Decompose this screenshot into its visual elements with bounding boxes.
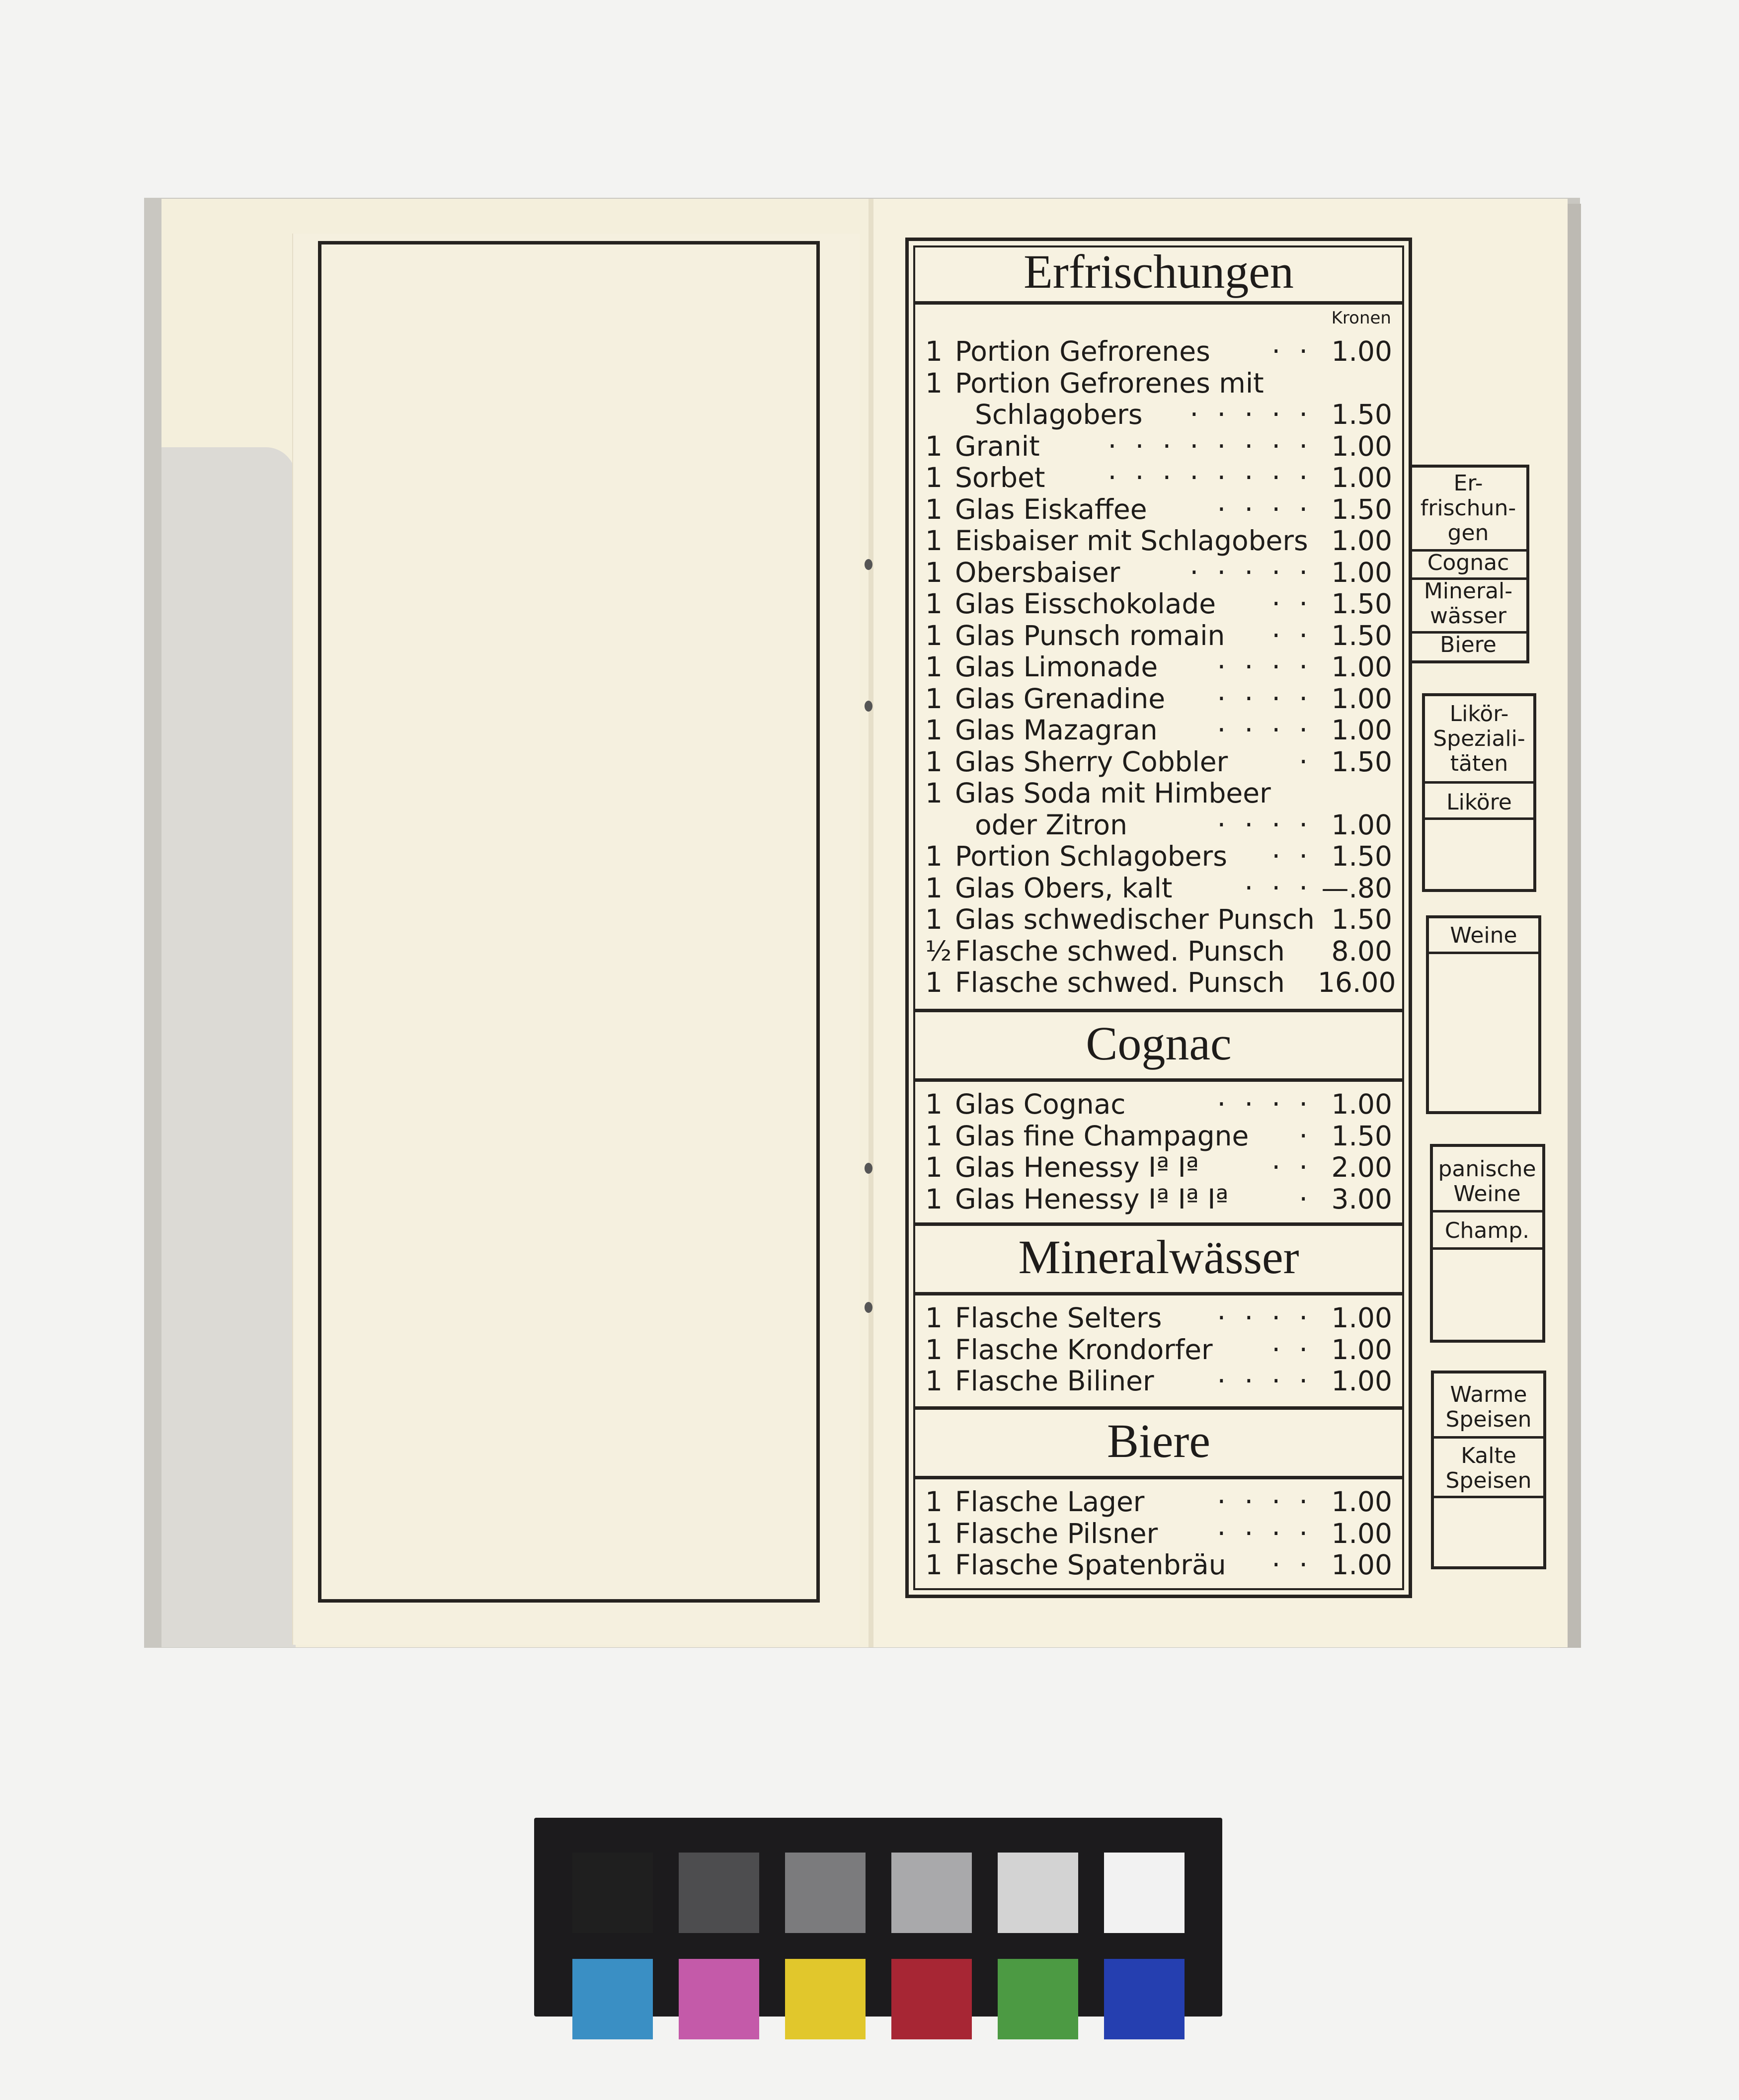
tab-divider bbox=[1424, 781, 1534, 784]
left-flap-cutout bbox=[161, 447, 296, 1647]
section-title-cognac: Cognac bbox=[1086, 1017, 1232, 1070]
item-price: 1.00 bbox=[1331, 1365, 1392, 1397]
tab-label: gen bbox=[1447, 520, 1489, 546]
menu-item bbox=[925, 714, 1392, 746]
item-quantity: 1 bbox=[925, 872, 943, 904]
item-quantity: 1 bbox=[925, 777, 943, 809]
item-price: 1.50 bbox=[1331, 1120, 1392, 1152]
menu-item bbox=[925, 1302, 1392, 1334]
tab-label: Speisen bbox=[1445, 1407, 1532, 1432]
item-quantity: 1 bbox=[925, 1517, 943, 1549]
item-price: 1.00 bbox=[1331, 651, 1392, 683]
item-price: 1.50 bbox=[1331, 493, 1392, 525]
item-name: Portion Gefrorenes bbox=[955, 335, 1210, 367]
item-price: 2.00 bbox=[1331, 1151, 1392, 1183]
item-quantity: 1 bbox=[925, 1333, 943, 1366]
item-price: 1.00 bbox=[1331, 430, 1392, 462]
item-price: 1.00 bbox=[1331, 682, 1392, 715]
item-price: 1.00 bbox=[1331, 335, 1392, 367]
tab-divider bbox=[1424, 817, 1534, 820]
leader-dots: · · · · bbox=[1217, 493, 1313, 525]
menu-item bbox=[925, 903, 1392, 935]
item-price: 1.00 bbox=[1331, 1517, 1392, 1549]
leader-dots: · · · · bbox=[1217, 714, 1313, 746]
leader-dots: · · bbox=[1271, 840, 1313, 872]
tab-label: wässer bbox=[1430, 603, 1506, 629]
leader-dots: · · · · · · · · bbox=[1107, 462, 1313, 493]
leader-dots: · · · bbox=[1244, 872, 1313, 904]
color-patch bbox=[891, 1959, 972, 2039]
item-quantity: 1 bbox=[925, 1151, 943, 1183]
section-title-mineralwaesser: Mineralwässer bbox=[1018, 1230, 1299, 1284]
item-quantity: 1 bbox=[925, 714, 943, 746]
item-quantity: 1 bbox=[925, 903, 943, 935]
leader-dots: · · bbox=[1271, 588, 1313, 620]
item-price: 1.50 bbox=[1331, 619, 1392, 651]
tab-label: Likör- bbox=[1449, 701, 1509, 727]
item-quantity: 1 bbox=[925, 840, 943, 872]
item-name: Glas Punsch romain bbox=[955, 619, 1225, 651]
menu-item bbox=[925, 430, 1392, 462]
page-gutter bbox=[869, 199, 873, 1647]
leader-dots: · · · · bbox=[1217, 682, 1313, 715]
item-price: 1.50 bbox=[1331, 588, 1392, 620]
menu-item bbox=[925, 620, 1392, 651]
item-name: Glas Cognac bbox=[955, 1088, 1126, 1120]
menu-item bbox=[925, 399, 1392, 430]
section-title-erfrischungen: Erfrischungen bbox=[1024, 245, 1294, 298]
item-name: Flasche Lager bbox=[955, 1486, 1145, 1518]
color-patch bbox=[785, 1959, 866, 2039]
section-rule bbox=[913, 1009, 1404, 1012]
menu-item bbox=[925, 1334, 1392, 1366]
item-name: Glas Sherry Cobbler bbox=[955, 745, 1228, 778]
leader-dots: · · bbox=[1271, 335, 1313, 367]
leader-dots: · · · · · · · · bbox=[1107, 430, 1313, 462]
menu-item bbox=[925, 872, 1392, 904]
item-name: Glas Eiskaffee bbox=[955, 493, 1147, 525]
section-rule bbox=[913, 1292, 1404, 1295]
leader-dots: · · bbox=[1271, 619, 1313, 651]
leader-dots: · · bbox=[1271, 1549, 1313, 1581]
item-quantity: 1 bbox=[925, 556, 943, 588]
item-quantity: 1 bbox=[925, 525, 943, 557]
color-patch bbox=[998, 1959, 1078, 2039]
item-price: 1.00 bbox=[1331, 525, 1392, 557]
item-quantity: 1 bbox=[925, 1486, 943, 1518]
menu-item bbox=[925, 651, 1392, 683]
item-price: 1.00 bbox=[1331, 1333, 1392, 1366]
item-name: Obersbaiser bbox=[955, 556, 1120, 588]
tab-label: Liköre bbox=[1446, 790, 1512, 815]
tab-label: Er- bbox=[1453, 471, 1483, 496]
section-title-biere: Biere bbox=[1107, 1414, 1210, 1467]
menu-item bbox=[925, 1151, 1392, 1183]
item-price: 16.00 bbox=[1318, 967, 1396, 998]
item-name: oder Zitron bbox=[975, 808, 1127, 841]
stitch-hole bbox=[865, 1302, 872, 1313]
item-quantity: 1 bbox=[925, 493, 943, 525]
tab-label: frischun- bbox=[1420, 495, 1516, 521]
tab-label: Biere bbox=[1440, 632, 1497, 657]
item-name: Flasche Biliner bbox=[955, 1365, 1154, 1397]
leader-dots: · · · · · bbox=[1189, 556, 1313, 588]
item-quantity: 1 bbox=[925, 335, 943, 367]
leader-dots: · · · · bbox=[1217, 1365, 1313, 1397]
color-patch bbox=[1104, 1959, 1185, 2039]
menu-item bbox=[925, 1518, 1392, 1549]
item-quantity: ½ bbox=[925, 935, 952, 967]
tab-label: Cognac bbox=[1427, 550, 1509, 575]
leader-dots: · · · · bbox=[1217, 1486, 1313, 1518]
menu-item bbox=[925, 840, 1392, 872]
item-quantity: 1 bbox=[925, 1549, 943, 1581]
menu-item bbox=[925, 367, 1392, 399]
color-patch bbox=[891, 1853, 972, 1933]
item-name: Glas Mazagran bbox=[955, 714, 1158, 746]
item-quantity: 1 bbox=[925, 462, 943, 493]
menu-item bbox=[925, 493, 1392, 525]
tab-divider bbox=[1428, 952, 1539, 954]
tab-divider bbox=[1433, 1436, 1544, 1439]
section-rule bbox=[913, 1222, 1404, 1226]
item-name: Flasche Selters bbox=[955, 1302, 1162, 1334]
item-price: 1.50 bbox=[1331, 903, 1392, 935]
item-name: Glas Eisschokolade bbox=[955, 588, 1216, 620]
menu-item bbox=[925, 1365, 1392, 1397]
menu-item bbox=[925, 809, 1392, 841]
tab-label: Kalte bbox=[1461, 1443, 1516, 1468]
item-quantity: 1 bbox=[925, 430, 943, 462]
item-price: 3.00 bbox=[1331, 1183, 1392, 1215]
item-name: Glas schwedischer Punsch bbox=[955, 903, 1315, 935]
item-price: 1.50 bbox=[1331, 399, 1392, 430]
item-name: Sorbet bbox=[955, 462, 1045, 493]
menu-item bbox=[925, 557, 1392, 588]
leader-dots: · · · · bbox=[1217, 1088, 1313, 1120]
tab-label: Champ. bbox=[1444, 1218, 1530, 1243]
color-patch bbox=[998, 1853, 1078, 1933]
leader-dots: · · · · · bbox=[1189, 399, 1313, 430]
tab-label: Mineral- bbox=[1423, 578, 1513, 604]
item-name: Portion Gefrorenes mit bbox=[955, 367, 1264, 399]
item-name: Flasche schwed. Punsch bbox=[955, 935, 1285, 967]
item-price: 1.00 bbox=[1331, 1302, 1392, 1334]
leader-dots: · bbox=[1299, 1183, 1313, 1215]
item-quantity: 1 bbox=[925, 619, 943, 651]
item-quantity: 1 bbox=[925, 1302, 943, 1334]
color-patch bbox=[572, 1853, 653, 1933]
section-rule bbox=[913, 1406, 1404, 1410]
currency-unit: Kronen bbox=[1331, 308, 1391, 328]
item-name: Flasche schwed. Punsch bbox=[955, 967, 1285, 998]
leader-dots: · bbox=[1299, 745, 1313, 778]
left-empty-frame bbox=[318, 241, 820, 1603]
section-rule bbox=[913, 301, 1404, 305]
menu-item bbox=[925, 335, 1392, 367]
menu-item bbox=[925, 1088, 1392, 1120]
item-price: 1.00 bbox=[1331, 1486, 1392, 1518]
tab-divider bbox=[1431, 1247, 1543, 1250]
menu-item bbox=[925, 746, 1392, 778]
item-price: —.80 bbox=[1321, 872, 1392, 904]
item-name: Eisbaiser mit Schlagobers bbox=[955, 525, 1308, 557]
tab-label: Warme bbox=[1450, 1382, 1527, 1407]
item-name: Glas Henessy Iª Iª Iª bbox=[955, 1183, 1229, 1215]
stitch-hole bbox=[865, 559, 872, 570]
menu-item bbox=[925, 935, 1392, 967]
tab-label: panische bbox=[1438, 1156, 1536, 1182]
tab-label: Speziali- bbox=[1433, 726, 1525, 751]
leader-dots: · · · · bbox=[1217, 651, 1313, 683]
item-quantity: 1 bbox=[925, 967, 943, 998]
item-name: Glas Grenadine bbox=[955, 682, 1166, 715]
menu-item bbox=[925, 1486, 1392, 1518]
item-name: Flasche Spatenbräu bbox=[955, 1549, 1226, 1581]
item-name: Glas Henessy Iª Iª bbox=[955, 1151, 1199, 1183]
item-quantity: 1 bbox=[925, 1088, 943, 1120]
color-patch bbox=[679, 1959, 759, 2039]
section-rule bbox=[913, 1078, 1404, 1082]
item-name: Flasche Pilsner bbox=[955, 1517, 1158, 1549]
item-quantity: 1 bbox=[925, 745, 943, 778]
menu-item bbox=[925, 967, 1396, 998]
item-name: Portion Schlagobers bbox=[955, 840, 1227, 872]
tab-divider bbox=[1433, 1496, 1544, 1498]
tab-label: Speisen bbox=[1445, 1468, 1532, 1493]
leader-dots: · bbox=[1299, 1120, 1313, 1152]
item-quantity: 1 bbox=[925, 1365, 943, 1397]
item-price: 8.00 bbox=[1331, 935, 1392, 967]
item-name: Granit bbox=[955, 430, 1040, 462]
item-quantity: 1 bbox=[925, 367, 943, 399]
stitch-hole bbox=[865, 701, 872, 712]
item-price: 1.00 bbox=[1331, 714, 1392, 746]
item-name: Glas Obers, kalt bbox=[955, 872, 1173, 904]
leader-dots: · · · · bbox=[1217, 1302, 1313, 1334]
tab-label: Weine bbox=[1453, 1181, 1521, 1207]
leader-dots: · · bbox=[1271, 1151, 1313, 1183]
item-price: 1.50 bbox=[1331, 840, 1392, 872]
item-name: Schlagobers bbox=[975, 399, 1143, 430]
item-price: 1.00 bbox=[1331, 1088, 1392, 1120]
color-patch bbox=[572, 1959, 653, 2039]
tab-divider bbox=[1431, 1210, 1543, 1212]
item-quantity: 1 bbox=[925, 1183, 943, 1215]
leader-dots: · · · · bbox=[1217, 808, 1313, 841]
item-price: 1.00 bbox=[1331, 808, 1392, 841]
item-name: Glas Limonade bbox=[955, 651, 1158, 683]
menu-item bbox=[925, 588, 1392, 620]
menu-item bbox=[925, 525, 1392, 557]
menu-item bbox=[925, 777, 1392, 809]
color-patch bbox=[679, 1853, 759, 1933]
item-price: 1.50 bbox=[1331, 745, 1392, 778]
tab-label: Weine bbox=[1450, 923, 1517, 948]
leader-dots: · · bbox=[1271, 1333, 1313, 1366]
menu-item bbox=[925, 683, 1392, 715]
item-quantity: 1 bbox=[925, 588, 943, 620]
color-patch bbox=[1104, 1853, 1185, 1933]
item-quantity: 1 bbox=[925, 682, 943, 715]
item-price: 1.00 bbox=[1331, 462, 1392, 493]
item-quantity: 1 bbox=[925, 1120, 943, 1152]
section-rule bbox=[913, 1476, 1404, 1479]
menu-item bbox=[925, 1183, 1392, 1215]
item-name: Flasche Krondorfer bbox=[955, 1333, 1213, 1366]
leader-dots: · · · · bbox=[1217, 1517, 1313, 1549]
item-name: Glas fine Champagne bbox=[955, 1120, 1249, 1152]
menu-item bbox=[925, 1120, 1392, 1152]
item-price: 1.00 bbox=[1331, 1549, 1392, 1581]
menu-item bbox=[925, 462, 1392, 493]
color-patch bbox=[785, 1853, 866, 1933]
item-quantity: 1 bbox=[925, 651, 943, 683]
item-price: 1.00 bbox=[1331, 556, 1392, 588]
menu-item bbox=[925, 1549, 1392, 1581]
stitch-hole bbox=[865, 1163, 872, 1174]
tab-label: täten bbox=[1450, 751, 1508, 776]
item-name: Glas Soda mit Himbeer bbox=[955, 777, 1271, 809]
